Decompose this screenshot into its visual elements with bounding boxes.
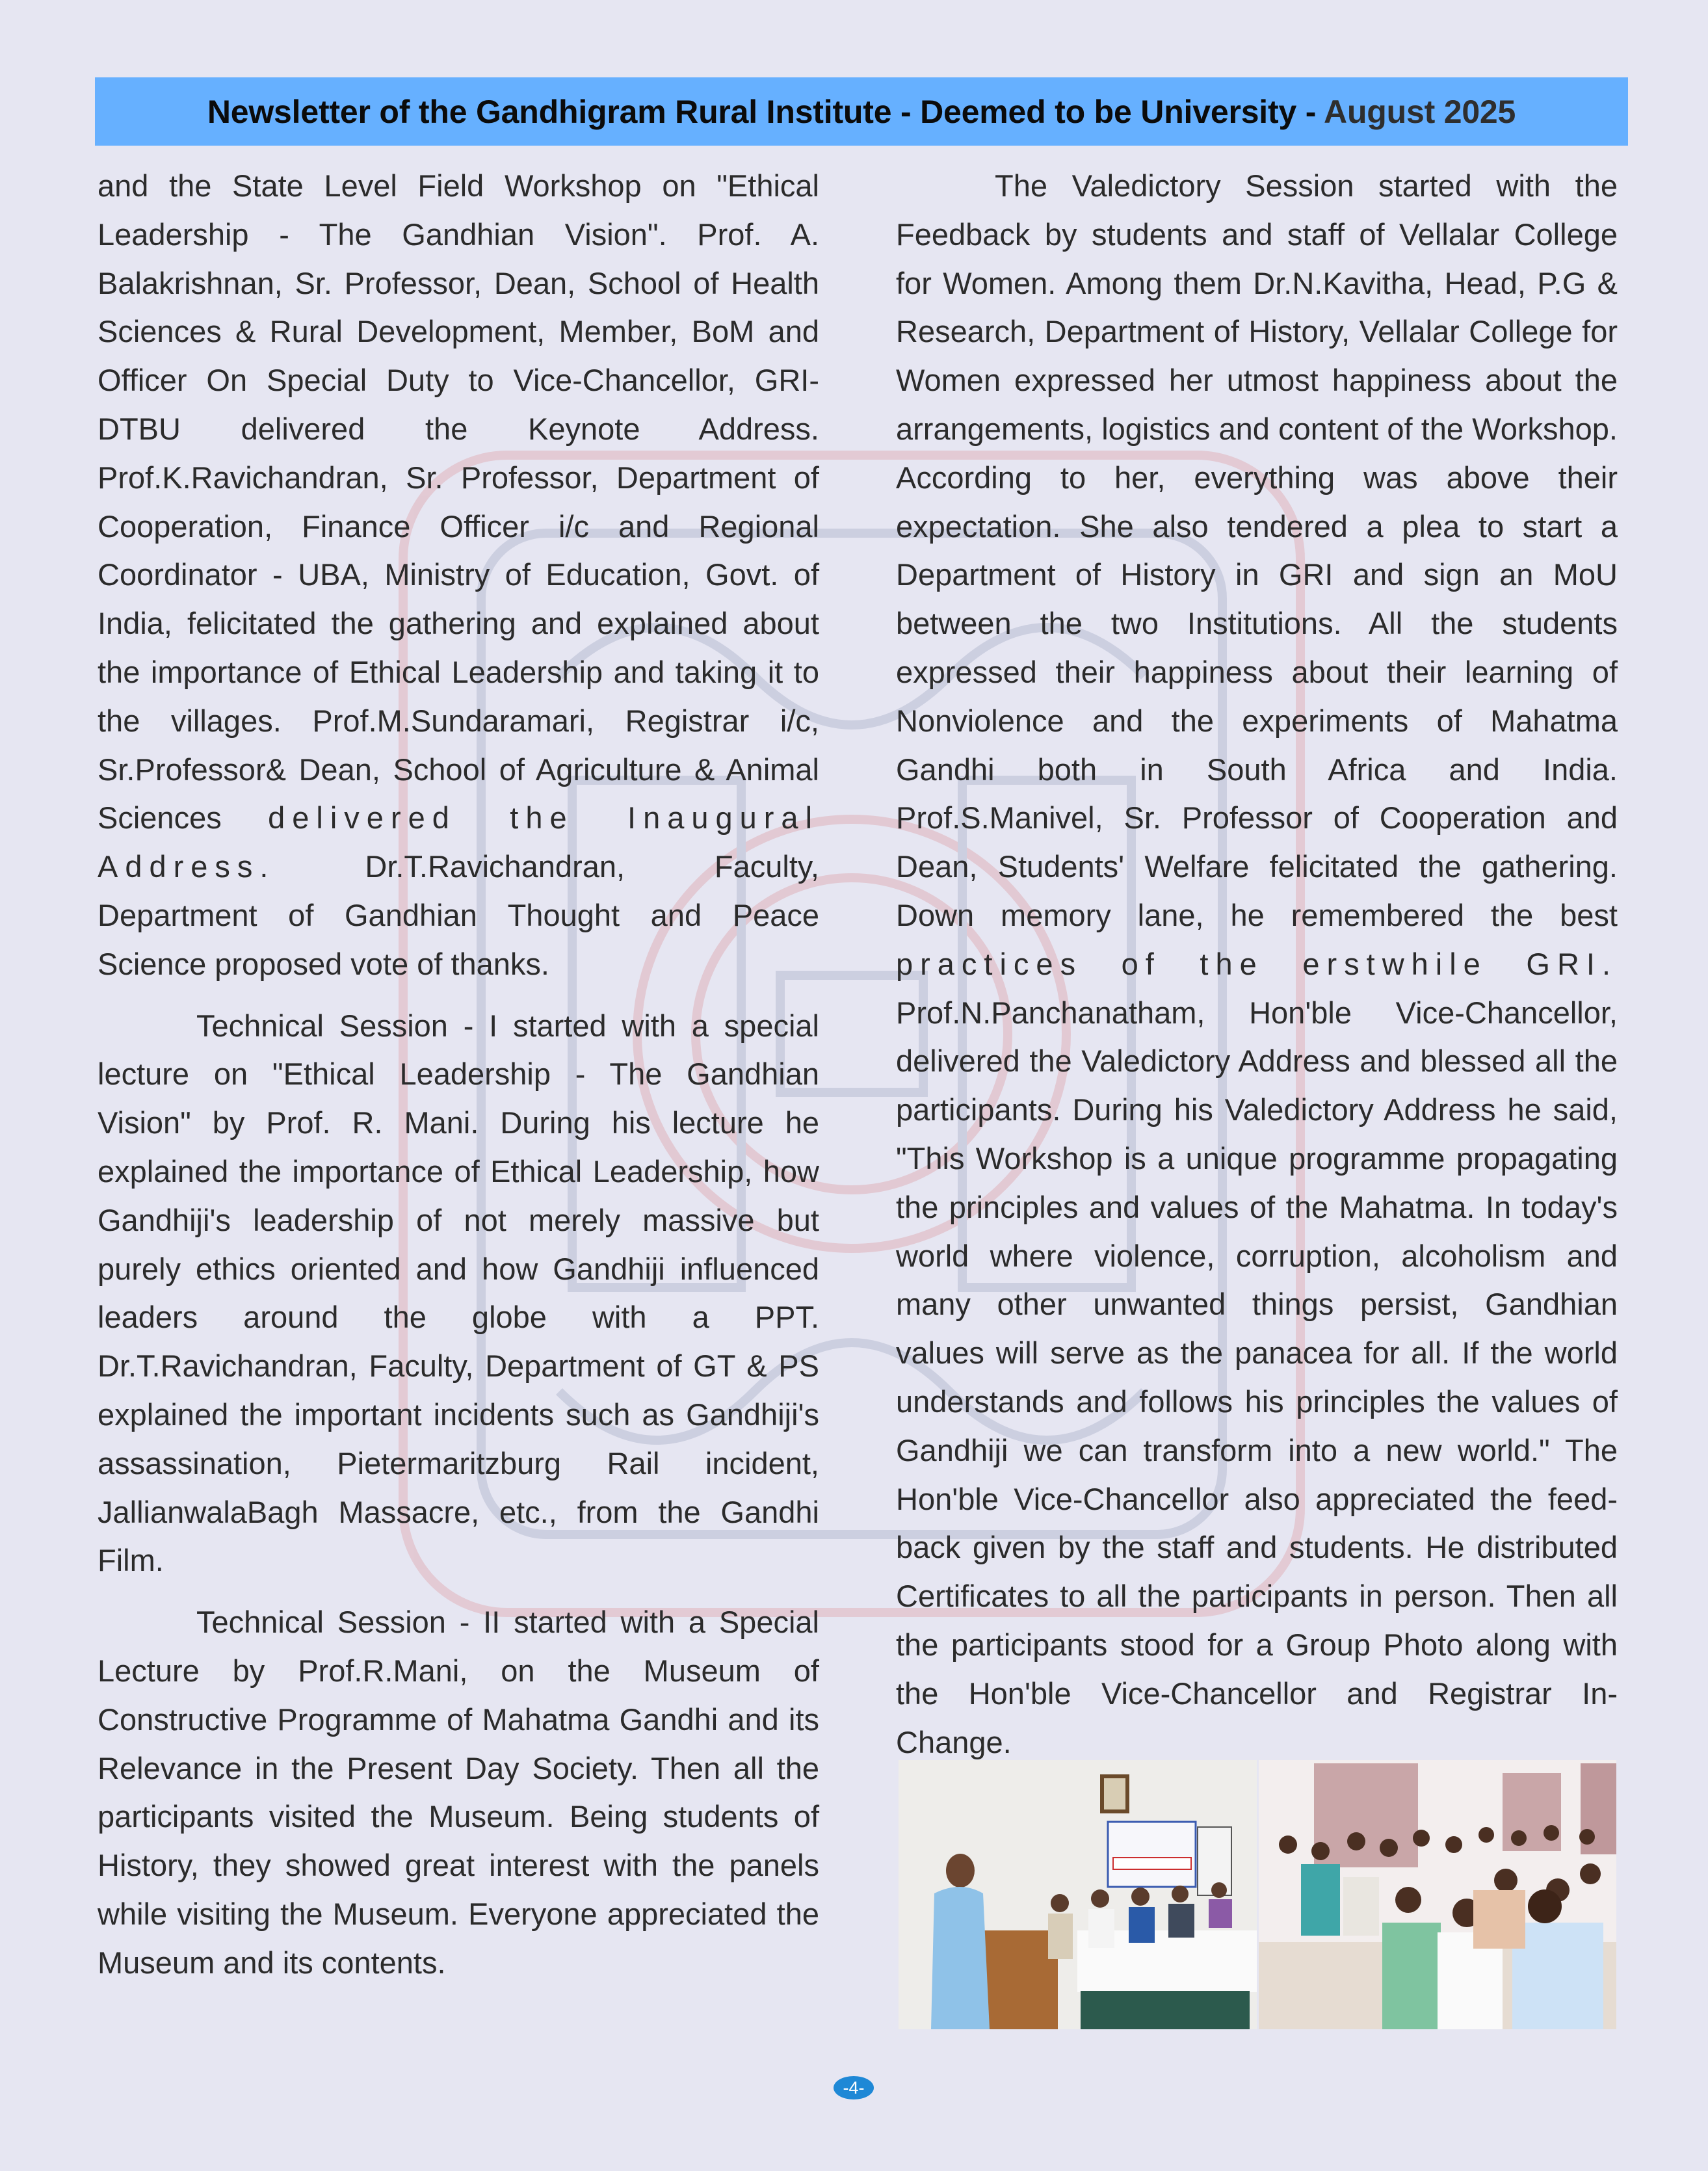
paragraph-valedictory: The Valedictory Session started with the Feedback by students and staff of Vellalar College for Women. Among them Dr.N.Kavitha, Head, P.G & Research, Department of History, Vellalar College for Women expressed her utmost happiness about the arrangements, logistics and content of the Workshop. According to her, everything was above their expectation. She also tendered a plea to start a Department of History in GRI and sign an MoU between the two Institutions. All the students expressed their happiness about their learning of Nonviolence and the experiments of Mahatma Gandhi both in South Africa and India. Prof.S.Manivel, Sr. Professor of Cooperation and Dean, Students' Welfare felicitated the gathering. Down memory lane, he remembered the best practices of the erstwhile GRI. Prof.N.Panchanatham, Hon'ble Vice-Chancellor, delivered the Valedictory Address and blessed all the participants. During his Valedictory Address he said, "This Workshop is a unique programme propagating the principles and values of the Mahatma. In today's world where violence, corruption, alcoholism and many other unwanted things persist, Gandhian values will serve as the panacea for all. If the world understands and follows his principles the values of Gandhiji we can transform into a new world." The Hon'ble Vice-Chancellor also appreciated the feed-back given by the staff and students. He distributed Certificates to all the participants in person. Then all the participants stood for a Group Photo along with the Hon'ble Vice-Chancellor and Registrar In-Change.	[896, 168, 1618, 1759]
event-photos	[899, 1760, 1616, 2029]
paragraph-technical-session-2: Technical Session - II started with a Special Lecture by Prof.R.Mani, on the Museum of Constructive Programme of Mahatma Gandhi and its Relevance in the Present Day Society. Then all the participants visited the Museum. Being students of History, they showed great interest with the panels while visiting the Museum. Everyone appreciated the Museum and its contents.	[98, 1605, 819, 1980]
newsletter-title: Newsletter of the Gandhigram Rural Institute - Deemed to be University - August 2025	[207, 93, 1516, 130]
audience-photo-illustration	[1259, 1760, 1616, 2029]
issue-date: August 2025	[1324, 93, 1516, 130]
newsletter-header	[95, 77, 1628, 146]
paragraph-inaugural: and the State Level Field Workshop on "Ethical Leadership - The Gandhian Vision". Prof. A. Balakrishnan, Sr. Professor, Dean, School of Health Sciences & Rural Development, Member, BoM and Officer On Special Duty to Vice-Chancellor, GRI-DTBU delivered the Keynote Address. Prof.K.Ravichandran, Sr. Professor, Department of Cooperation, Finance Officer i/c and Regional Coordinator - UBA, Ministry of Education, Govt. of India, felicitated the gathering and explained about the importance of Ethical Leadership and taking it to the villages. Prof.M.Sundaramari, Registrar i/c, Sr.Professor& Dean, School of Agriculture & Animal Sciences delivered the Inaugural Address. Dr.T.Ravichandran, Faculty, Department of Gandhian Thought and Peace Science proposed vote of thanks.	[98, 168, 820, 981]
speaker-photo-illustration	[899, 1760, 1257, 2029]
right-article-column	[896, 162, 1618, 1767]
paragraph-technical-session-1: Technical Session - I started with a special lecture on "Ethical Leadership - The Gandhian Vision" by Prof. R. Mani. During his lecture he explained the importance of Ethical Leadership, how Gandhiji's leadership of not merely massive but purely ethics oriented and how Gandhiji influenced leaders around the globe with a PPT. Dr.T.Ravichandran, Faculty, Department of GT & PS explained the important incidents such as Gandhiji's assassination, Pietermaritzburg Rail incident, JallianwalaBagh Massacre, etc., from the Gandhi Film.	[98, 1008, 819, 1578]
photo-audience	[1259, 1760, 1616, 2029]
photo-speaker-podium	[899, 1760, 1257, 2029]
page-number-badge: -4-	[834, 2076, 874, 2099]
left-article-column	[98, 162, 819, 1987]
